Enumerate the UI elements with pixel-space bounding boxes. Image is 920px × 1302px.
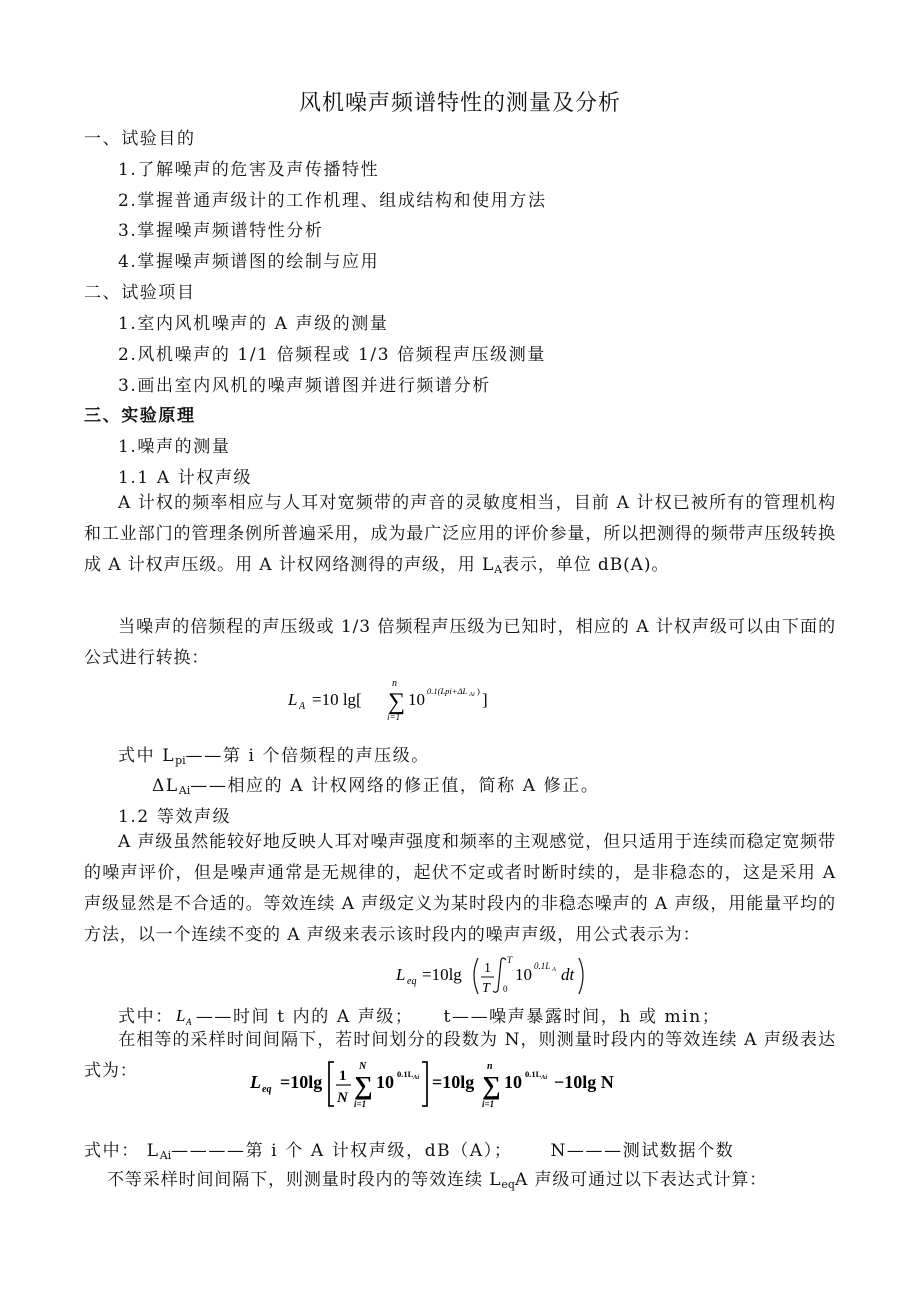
- sum-symbol-2: ∑: [482, 1071, 501, 1100]
- objective-item: 4.掌握噪声频谱图的绘制与应用: [118, 252, 380, 272]
- paragraph-equal-intervals: 在相等的采样时间间隔下，若时间划分的段数为 N，则测量时段内的等效连续 A 声级表达式为：: [84, 1030, 836, 1081]
- sum-lower: i=1: [387, 712, 401, 722]
- fraction-denominator: N: [337, 1090, 348, 1106]
- paragraph-a-weighting: A 计权的频率相应与人耳对宽频带的声音的灵敏度相当，目前 A 计权已被所有的管理机构和工业部门的管理条例所普遍采用，成为最广泛应用的评价参量，所以把测得的频带声压级转换成 A 计权声压级。用 A 计权网络测得的声级，用 $L_A$表示，单位 dB(A)。: [84, 493, 836, 576]
- svg-text:A: A: [185, 1017, 193, 1027]
- formula-base: 10: [376, 1072, 394, 1092]
- formula-lhs: L: [396, 965, 406, 984]
- formula-lhs-sub: A: [299, 701, 306, 712]
- formula-lhs-sub: eq: [262, 1084, 272, 1095]
- formula-exponent-sub: A: [552, 966, 556, 973]
- formula-exponent: 0.1L: [397, 1069, 414, 1079]
- formula-a-level: [284, 674, 504, 724]
- paragraph-unequal-intervals: 不等采样时间间隔下，则测量时段内的等效连续 $L_{eq}A$ 声级可通过以下表达式计算：: [107, 1170, 768, 1191]
- formula-exponent-sub: Ai: [469, 691, 475, 698]
- formula-exponent-2: 0.1L: [525, 1069, 542, 1079]
- paren-right: [579, 958, 583, 994]
- definition-lpi: 式中 $L_{pi}——$第 i 个倍频程的声压级。: [118, 746, 430, 767]
- definition-la-t: 式中： L A ——时间 t 内的 A 声级； t——噪声暴露时间，h 或 min；: [118, 1006, 721, 1027]
- objective-item: 2.掌握普通声级计的工作机理、组成结构和使用方法: [118, 191, 547, 211]
- sum2-lower: i=1: [482, 1099, 495, 1109]
- formula-exponent-close: ): [477, 686, 480, 696]
- formula-exponent: 0.1L: [534, 961, 551, 971]
- bracket-right: [422, 1062, 427, 1106]
- document-title: 风机噪声频谱特性的测量及分析: [298, 91, 621, 116]
- bracket-left: [329, 1062, 334, 1106]
- fraction-numerator: 1: [484, 961, 491, 976]
- paragraph-conversion: 当噪声的倍频程的声压级或 1/3 倍频程声压级为已知时，相应的 A 计权声级可以由下面的公式进行转换：: [84, 617, 836, 668]
- formula-lhs-sub: eq: [407, 976, 417, 987]
- sum-symbol: ∑: [388, 689, 406, 715]
- fraction-numerator: 1: [339, 1068, 347, 1084]
- objective-item: 1.了解噪声的危害及声传播特性: [118, 160, 380, 180]
- test-item: 1.室内风机噪声的 A 声级的测量: [118, 314, 389, 334]
- sum-symbol: ∑: [354, 1071, 373, 1100]
- section-heading-items: 二、试验项目: [84, 283, 196, 303]
- formula-base: 10: [408, 690, 425, 709]
- paragraph-equivalent-level: A 声级虽然能较好地反映人耳对噪声强度和频率的主观感觉，但只适用于连续而稳定宽频带的噪声评价，但是噪声通常是无规律的，起伏不定或者时断时续的，是非稳态的，这是采用 A 声级显然是不合适的。等效连续 A 声级定义为某时段内的非稳态噪声的 A 声级，用能量平均的方法，以一个连续不变的 A 声级来表示该时段内的噪声声级，用公式表示为：: [84, 832, 836, 945]
- formula-base-2: 10: [504, 1072, 522, 1092]
- sum-lower: i=1: [354, 1099, 367, 1109]
- subsection-heading: 1.噪声的测量: [118, 437, 231, 457]
- formula-bracket: ]: [482, 690, 488, 709]
- integral-upper: T: [507, 955, 513, 965]
- formula-tail: −10lg N: [554, 1072, 614, 1092]
- test-item: 3.画出室内风机的噪声频谱图并进行频谱分析: [118, 376, 491, 396]
- formula-base: 10: [515, 965, 532, 984]
- formula-equals-2: =10lg: [432, 1072, 475, 1092]
- formula-leq-integral: [390, 950, 600, 1000]
- sum-upper: N: [359, 1061, 367, 1072]
- definition-delta-lai: $\Delta L_{Ai}——$相应的 A 计权网络的修正值，简称 A 修正。: [152, 776, 600, 797]
- svg-text:L: L: [175, 1006, 187, 1025]
- symbol-la: [174, 1005, 196, 1027]
- formula-lhs: L: [250, 1072, 261, 1092]
- formula-lhs: L: [288, 690, 298, 709]
- section-heading-principle: 三、实验原理: [84, 406, 196, 426]
- sum-upper: n: [392, 678, 397, 689]
- formula-dt: dt: [561, 965, 575, 984]
- subsection-heading: 1.2 等效声级: [118, 807, 232, 827]
- formula-equals: =10lg: [422, 965, 462, 984]
- integral-lower: 0: [503, 984, 508, 994]
- formula-exponent-2-sub: Ai: [541, 1074, 548, 1081]
- definition-lai-n: 式中： $L_{Ai}————$第 i 个 A 计权声级，dB（A）； N———测试数据个数: [84, 1141, 735, 1162]
- subsection-heading: 1.1 A 计权声级: [118, 468, 253, 488]
- formula-exponent: 0.1(Lpi+ΔL: [427, 686, 468, 696]
- formula-exponent-sub: Ai: [413, 1074, 420, 1081]
- formula-leq-discrete: [246, 1056, 636, 1110]
- fraction-denominator: T: [482, 981, 490, 996]
- paren-left: [474, 958, 478, 994]
- formula-equals: =10lg: [280, 1072, 323, 1092]
- objective-item: 3.掌握噪声频谱特性分析: [118, 221, 324, 241]
- formula-equals: =10 lg[: [312, 690, 362, 709]
- test-item: 2.风机噪声的 1/1 倍频程或 1/3 倍频程声压级测量: [118, 345, 546, 365]
- sum2-upper: n: [487, 1061, 493, 1072]
- section-heading-objectives: 一、试验目的: [84, 129, 196, 149]
